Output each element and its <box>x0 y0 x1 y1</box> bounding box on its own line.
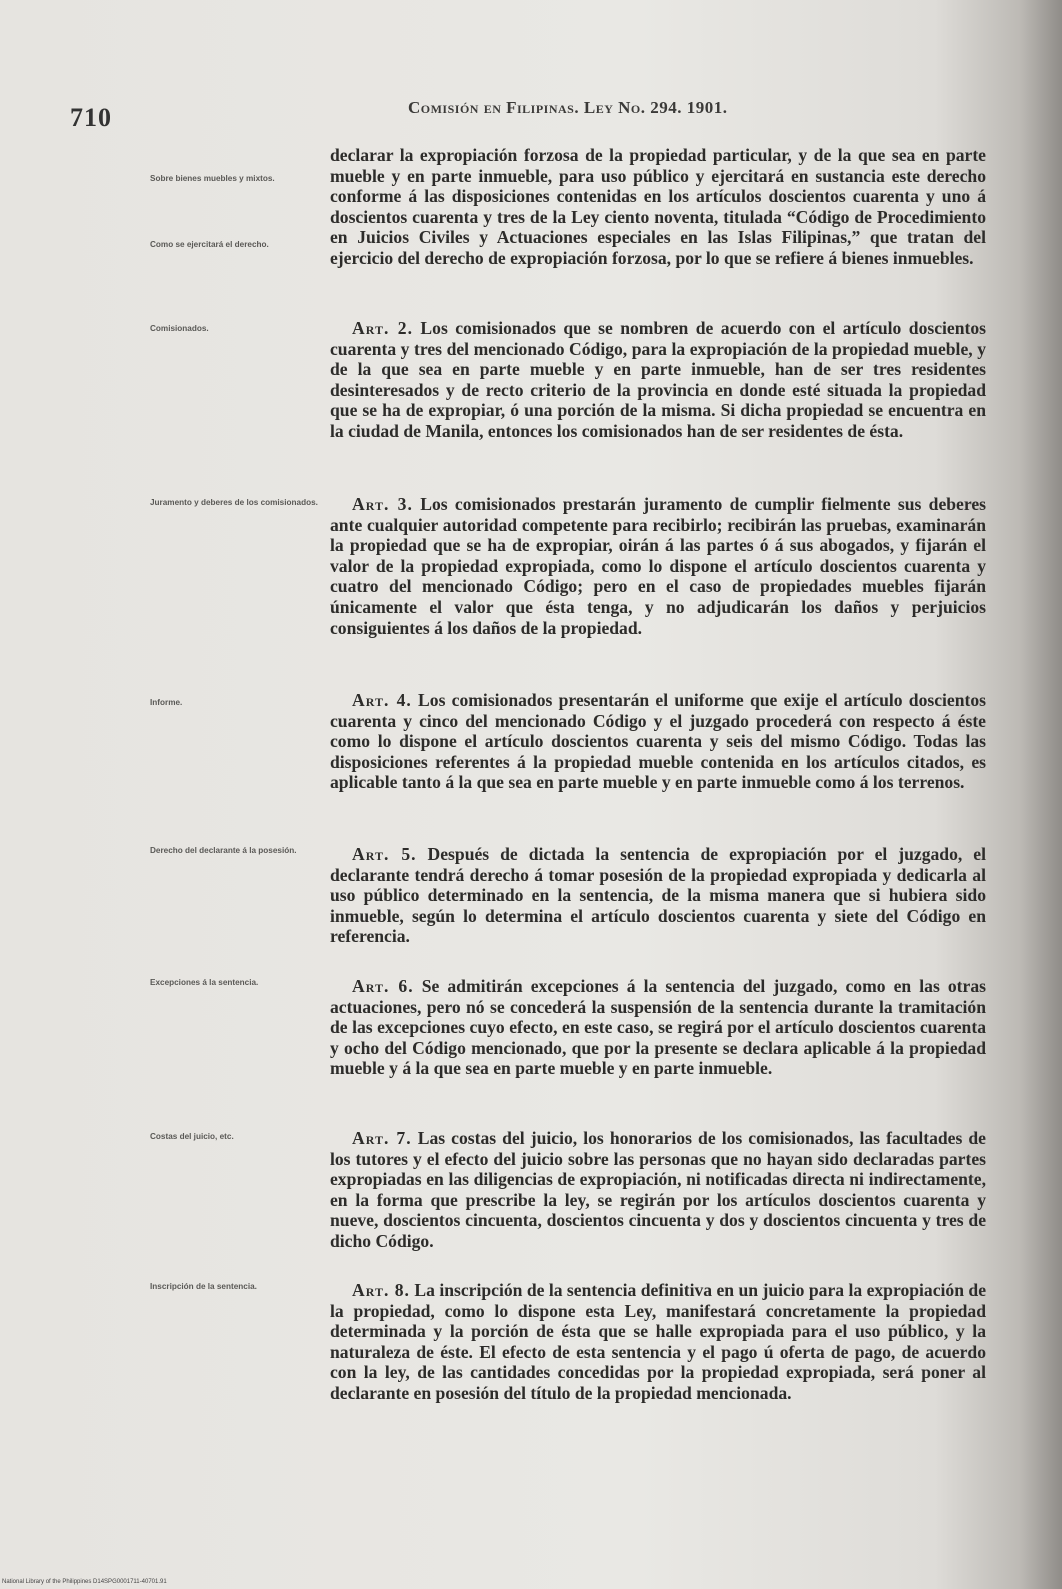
paragraph-text: Los comisionados que se nombren de acuerdo con el artículo doscientos cuarenta y tres del mencionado Código, para la expropiación de la propiedad mueble, y de la que sea en parte mueble y en parte inmueble, han de ser tres residentes desinteresados y de recto criterio de la provincia en donde esté situada la propiedad que se ha de expropiar, ó una porción de la misma. Si dicha propiedad se encuentra en la ciudad de Manila, entonces los comisionados han de ser residentes de ésta. <box>330 318 987 441</box>
marginal-note-como-se-ejercitara: Como se ejercitará el derecho. <box>150 240 269 249</box>
paragraph-art-2 <box>330 318 986 442</box>
article-label: Art. 8. <box>352 1280 410 1300</box>
marginal-note-derecho-posesion: Derecho del declarante á la posesión. <box>150 846 297 855</box>
marginal-note-costas: Costas del juicio, etc. <box>150 1132 234 1141</box>
paragraph-text: Las costas del juicio, los honorarios de los comisionados, las facultades de los tutores y el efecto del juicio sobre las personas que no hayan sido declaradas partes expropiadas en las diligencias de expropiación, ni notificadas directa ni indirectamente, en la forma que prescribe la ley, se regirán por los artículos doscientos cuarenta y nueve, doscientos cincuenta, doscientos cincuenta y dos y doscientos cincuenta y tres de dicho Código. <box>330 1128 986 1251</box>
paragraph-art-7 <box>330 1128 986 1252</box>
article-label: Art. 5. <box>352 844 417 864</box>
article-label: Art. 7. <box>352 1128 412 1148</box>
paragraph-opening <box>330 145 986 269</box>
marginal-note-juramento: Juramento y deberes de los comisionados. <box>150 498 318 507</box>
paragraph-art-6 <box>330 976 986 1079</box>
paragraph-art-5 <box>330 844 986 947</box>
running-head-text: Comisión en Filipinas. Ley No. 294. 1901. <box>408 98 728 117</box>
marginal-note-bienes-muebles: Sobre bienes muebles y mixtos. <box>150 174 275 183</box>
marginal-note-excepciones: Excepciones á la sentencia. <box>150 978 259 987</box>
paragraph-art-3 <box>330 494 986 638</box>
running-head <box>408 98 884 118</box>
paragraph-art-4 <box>330 690 986 793</box>
library-footer: National Library of the Philippines D14SPG0001711-40701.91 <box>2 1579 167 1585</box>
article-label: Art. 6. <box>352 976 414 996</box>
marginal-note-informe: Informe. <box>150 698 183 707</box>
paragraph-text: Se admitirán excepciones á la sentencia del juzgado, como en las otras actuaciones, pero nó se concederá la suspensión de la sentencia durante la tramitación de las excepciones cuyo efecto, en este caso, se regirá por el artículo doscientos cuarenta y ocho del Código mencionado, que por la presente se declara aplicable á la propiedad mueble y á la que sea en parte mueble y en parte inmueble. <box>330 976 986 1079</box>
article-label: Art. 2. <box>352 318 413 338</box>
paragraph-text: declarar la expropiación forzosa de la propiedad particular, y de la que sea en parte mueble y en parte inmueble, para uso público y ejercitará en sustancia este derecho conforme á las disposiciones contenidas en los artículos doscientos cuarenta y uno á doscientos cuarenta y tres de la Ley ciento noventa, titulada “Código de Procedimiento en Juicios Civiles y Actuaciones especiales en las Islas Filipinas,” que tratan del ejercicio del derecho de expropiación forzosa, por lo que se refiere á bienes inmuebles. <box>330 145 986 268</box>
paragraph-text: Los comisionados prestarán juramento de cumplir fielmente sus deberes ante cualquier autoridad competente para recibirlo; recibirán las pruebas, examinarán la propiedad que se ha de expropiar, oirán á las partes ó á sus abogados, y fijarán el valor de la propiedad expropiada, como lo dispone el artículo doscientos cuarenta y cuatro del mencionado Código; pero en el caso de propiedades muebles fijarán únicamente el valor que ésta tenga, y no adjudicarán los daños y perjuicios consiguientes á los daños de la propiedad. <box>330 494 986 638</box>
marginal-note-comisionados: Comisionados. <box>150 324 209 333</box>
paragraph-text: La inscripción de la sentencia definitiva en un juicio para la expropiación de la propiedad, como lo dispone esta Ley, manifestará concretamente la propiedad determinada y la porción de ésta que se halle expropiada para el uso público, y la naturaleza de éste. El efecto de esta sentencia y el pago ú oferta de pago, de acuerdo con la ley, de las cantidades concedidas por la propiedad expropiada, será poner al declarante en posesión del título de la propiedad mencionada. <box>330 1280 987 1403</box>
paragraph-text: Los comisionados presentarán el uniforme que exije el artículo doscientos cuarenta y cinco del mencionado Código y el juzgado procederá con respecto á éste como lo dispone el artículo doscientos cuarenta y seis del mismo Código. Todas las disposiciones referentes á la propiedad mueble contenida en los artículos citados, es aplicable tanto á la que sea en parte mueble y en parte inmueble como á los terrenos. <box>330 690 987 793</box>
article-label: Art. 4. <box>352 690 412 710</box>
page-number: 710 <box>70 103 112 132</box>
marginal-note-inscripcion: Inscripción de la sentencia. <box>150 1282 257 1291</box>
paragraph-art-8 <box>330 1280 986 1404</box>
article-label: Art. 3. <box>352 494 413 514</box>
paragraph-text: Después de dictada la sentencia de expropiación por el juzgado, el declarante tendrá derecho á tomar posesión de la propiedad expropiada y dedicarla al uso público determinado en la sentencia, de la misma manera que si hubiera sido inmueble, según lo determina el artículo doscientos cuarenta y siete del Código en referencia. <box>330 844 986 947</box>
